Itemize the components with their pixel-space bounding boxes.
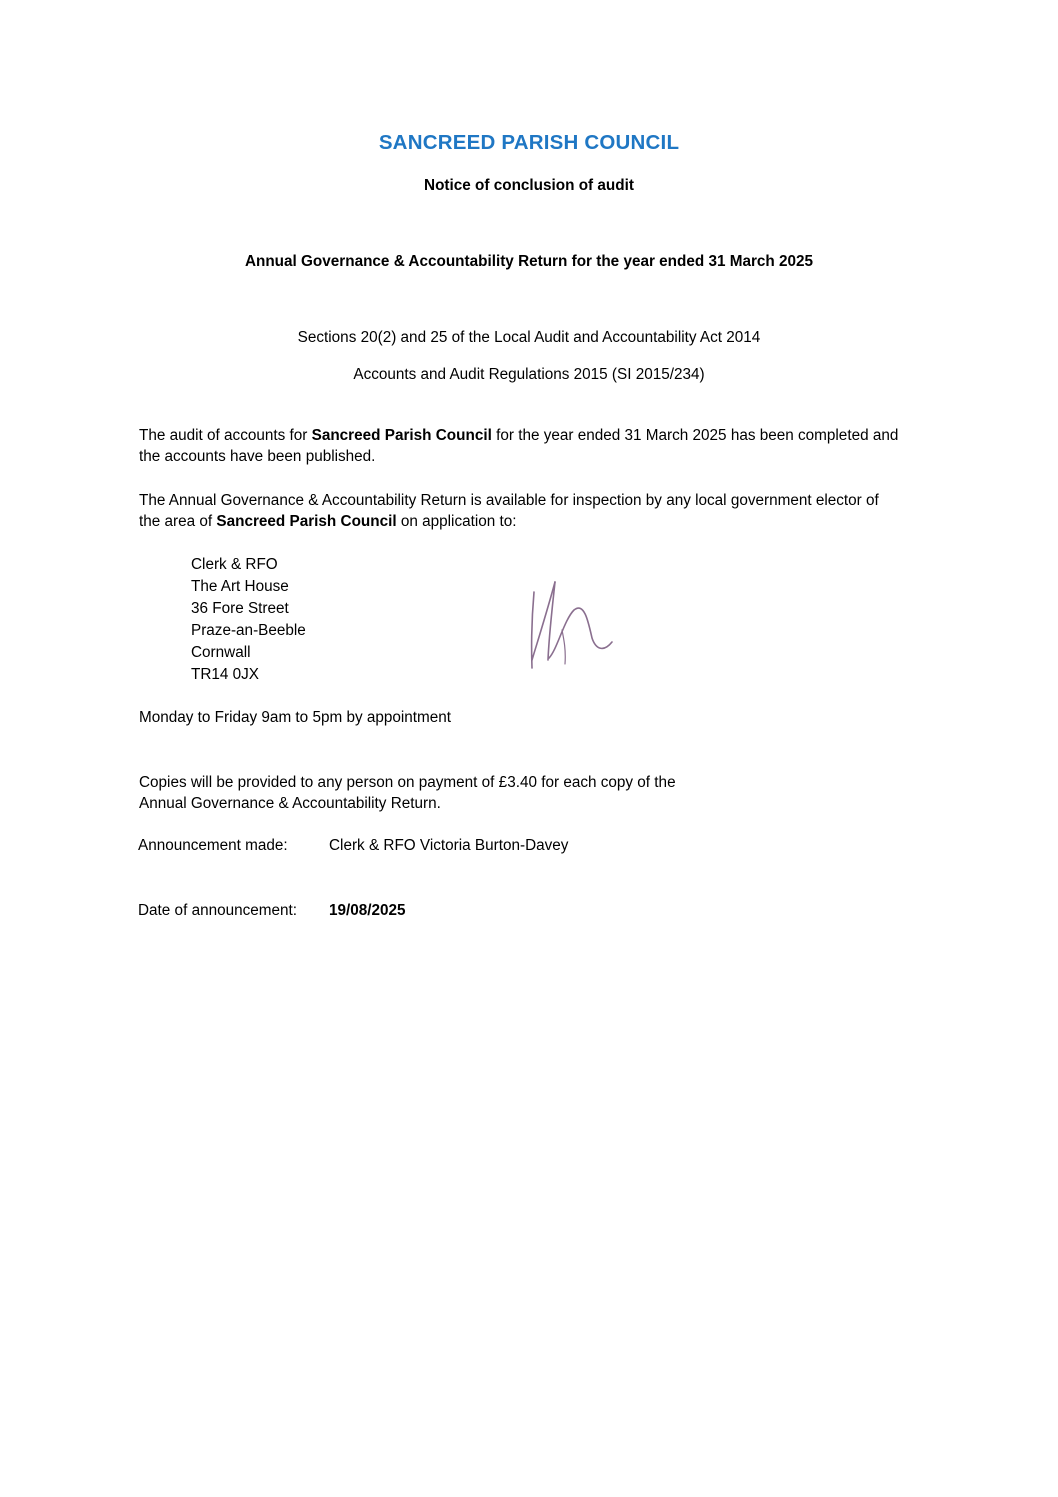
- inspection-text-suffix: on application to:: [396, 513, 517, 530]
- office-hours: Monday to Friday 9am to 5pm by appointment: [139, 709, 452, 726]
- address-line: The Art House: [191, 578, 289, 595]
- audit-text-suffix: for the year ended 31 March 2025 has been completed and: [491, 427, 899, 444]
- return-heading: Annual Governance & Accountability Return for the year ended 31 March 2025: [244, 253, 814, 270]
- inspection-paragraph-line-2: [139, 511, 879, 532]
- clerk-address: [191, 554, 306, 686]
- audit-paragraph-line-2: the accounts have been published.: [139, 448, 376, 465]
- handwritten-signature-icon: [522, 560, 622, 680]
- announcement-date-value: 19/08/2025: [329, 902, 406, 919]
- copies-line-2: Annual Governance & Accountability Return.: [139, 795, 441, 812]
- address-line: 36 Fore Street: [191, 600, 289, 617]
- announcement-made-value: Clerk & RFO Victoria Burton-Davey: [329, 837, 569, 854]
- council-name-bold: Sancreed Parish Council: [216, 513, 397, 530]
- inspection-text-prefix: the area of: [139, 513, 217, 530]
- council-title: SANCREED PARISH COUNCIL: [378, 131, 680, 154]
- statute-line-2: Accounts and Audit Regulations 2015 (SI 2015/234): [353, 366, 705, 383]
- notice-subtitle: Notice of conclusion of audit: [424, 177, 634, 194]
- statute-line-1: Sections 20(2) and 25 of the Local Audit and Accountability Act 2014: [297, 329, 761, 346]
- address-line: Cornwall: [191, 644, 251, 661]
- audit-text-prefix: The audit of accounts for: [139, 427, 312, 444]
- copies-line-1: Copies will be provided to any person on payment of £3.40 for each copy of the: [139, 774, 676, 791]
- announcement-date-label: Date of announcement:: [138, 902, 298, 919]
- audit-paragraph: [139, 425, 898, 467]
- address-line: TR14 0JX: [191, 666, 260, 683]
- address-line: Praze-an-Beeble: [191, 622, 306, 639]
- inspection-paragraph-line-1: The Annual Governance & Accountability Return is available for inspection by any local government elector of: [139, 492, 879, 509]
- address-line: Clerk & RFO: [191, 556, 278, 573]
- copies-paragraph: [139, 772, 676, 814]
- council-name-bold: Sancreed Parish Council: [311, 427, 492, 444]
- announcement-made-label: Announcement made:: [138, 837, 288, 854]
- inspection-paragraph: [139, 490, 879, 532]
- audit-paragraph-line-1: [139, 425, 898, 446]
